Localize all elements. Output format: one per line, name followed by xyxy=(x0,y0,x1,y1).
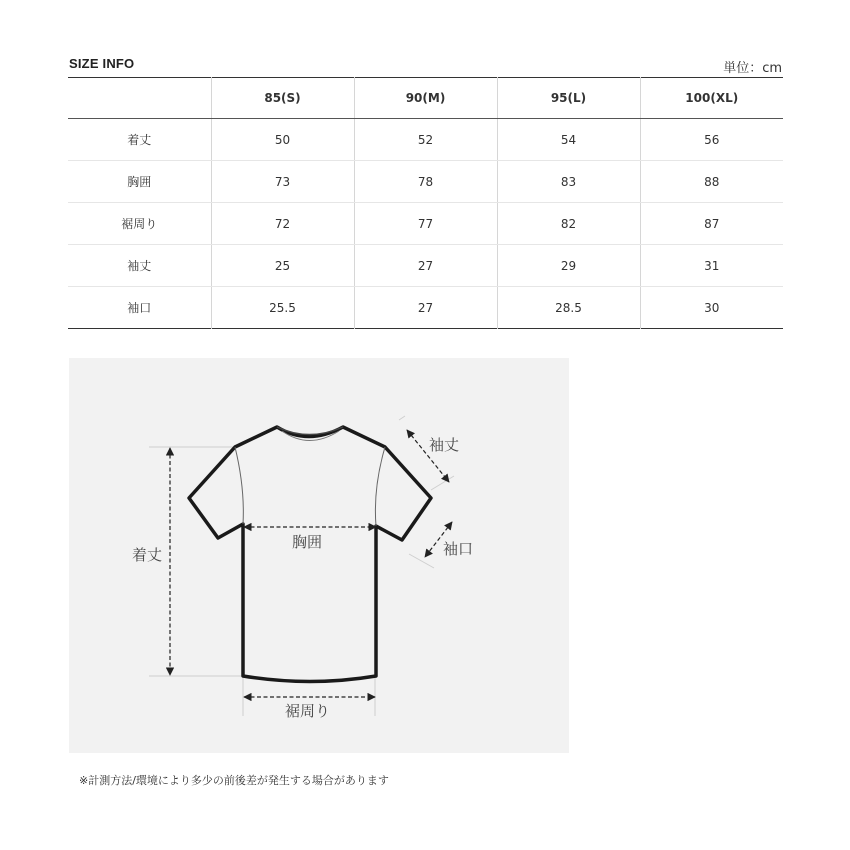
table-cell: 50 xyxy=(211,119,354,161)
table-header-row xyxy=(68,78,783,119)
column-header-95l: 95(L) xyxy=(497,78,640,119)
table-cell: 31 xyxy=(640,245,783,287)
row-label: 着丈 xyxy=(68,119,211,161)
table-cell: 72 xyxy=(211,203,354,245)
length-label: 着丈 xyxy=(132,546,163,564)
column-header-90m: 90(M) xyxy=(354,78,497,119)
table-cell: 27 xyxy=(354,245,497,287)
table-row xyxy=(68,287,783,329)
table-row xyxy=(68,161,783,203)
table-cell: 29 xyxy=(497,245,640,287)
table-cell: 52 xyxy=(354,119,497,161)
table-row xyxy=(68,119,783,161)
row-label: 胸囲 xyxy=(68,161,211,203)
chest-label: 胸囲 xyxy=(292,533,323,551)
size-info-title: SIZE INFO xyxy=(69,56,135,71)
table-cell: 30 xyxy=(704,300,720,315)
table-cell: 27 xyxy=(354,287,497,329)
table-cell: 54 xyxy=(497,119,640,161)
table-cell: 87 xyxy=(640,203,783,245)
table-cell: 88 xyxy=(640,161,783,203)
row-label: 袖丈 xyxy=(68,245,211,287)
unit-label: 単位：cm xyxy=(723,61,782,76)
table-cell: 56 xyxy=(640,119,783,161)
column-header-100xl: 100(XL) xyxy=(640,78,783,119)
column-header-85s: 85(S) xyxy=(211,78,354,119)
guide-lines xyxy=(149,416,454,716)
cuff-label: 袖口 xyxy=(443,540,474,558)
table-cell: 83 xyxy=(497,161,640,203)
table-cell: 77 xyxy=(354,203,497,245)
row-label: 裾周り xyxy=(68,203,211,245)
row-label: 袖口 xyxy=(68,287,211,329)
table-cell: 82 xyxy=(497,203,640,245)
size-table xyxy=(68,77,783,329)
column-header-empty xyxy=(68,78,211,119)
sleeve-length-label: 袖丈 xyxy=(429,436,460,454)
table-cell: 28.5 xyxy=(497,287,640,329)
table-row xyxy=(68,203,783,245)
table-cell: 73 xyxy=(211,161,354,203)
table-cell: 78 xyxy=(354,161,497,203)
table-cell: 25.5 xyxy=(211,287,354,329)
table-row xyxy=(68,245,783,287)
table-cell: 25 xyxy=(211,245,354,287)
tshirt-diagram xyxy=(69,358,569,753)
tshirt-outline xyxy=(189,427,431,682)
measurement-diagram xyxy=(69,358,569,753)
hem-label: 裾周り xyxy=(285,702,331,720)
measurement-note: ※計測方法/環境により多少の前後差が発生する場合があります xyxy=(79,774,389,787)
